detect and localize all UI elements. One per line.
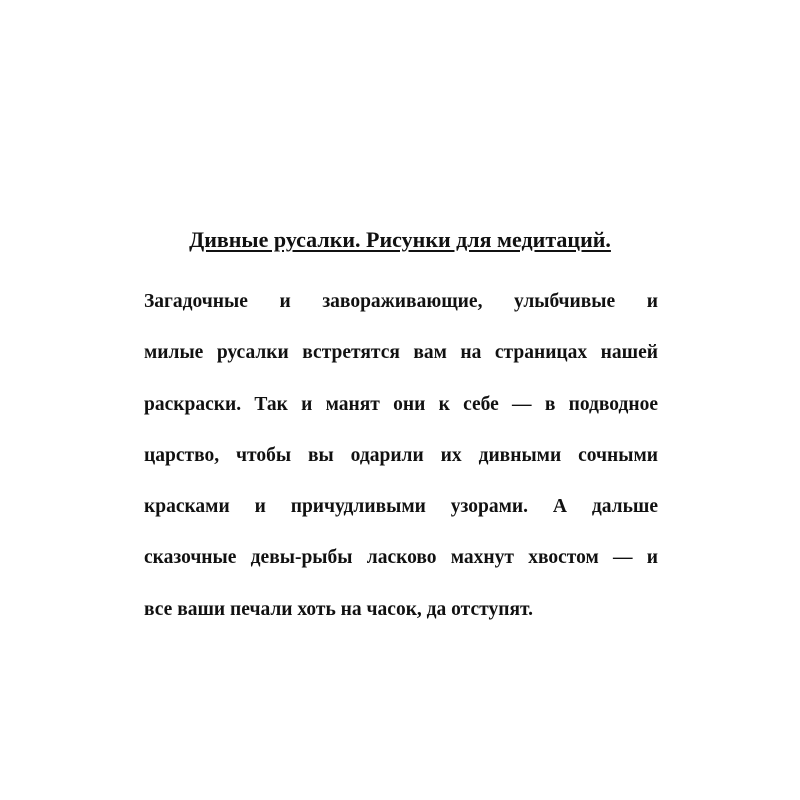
description-paragraph (144, 288, 658, 647)
document-title: Дивные русалки. Рисунки для медитаций. (189, 227, 611, 252)
paragraph-line: сказочные девы-рыбы ласково махнут хвостом — и (144, 547, 658, 569)
paragraph-line: Загадочные и завораживающие, улыбчивые и (144, 291, 658, 312)
paragraph-line: раскраски. Так и манят они к себе — в подводное (144, 393, 658, 415)
paragraph-line: милые русалки встретятся вам на страницах нашей (144, 342, 658, 364)
paragraph-line: все ваши печали хоть на часок, да отступят. (144, 598, 533, 620)
paragraph-line: царство, чтобы вы одарили их дивными сочными (144, 444, 658, 466)
paragraph-line: красками и причудливыми узорами. А дальше (144, 496, 658, 518)
